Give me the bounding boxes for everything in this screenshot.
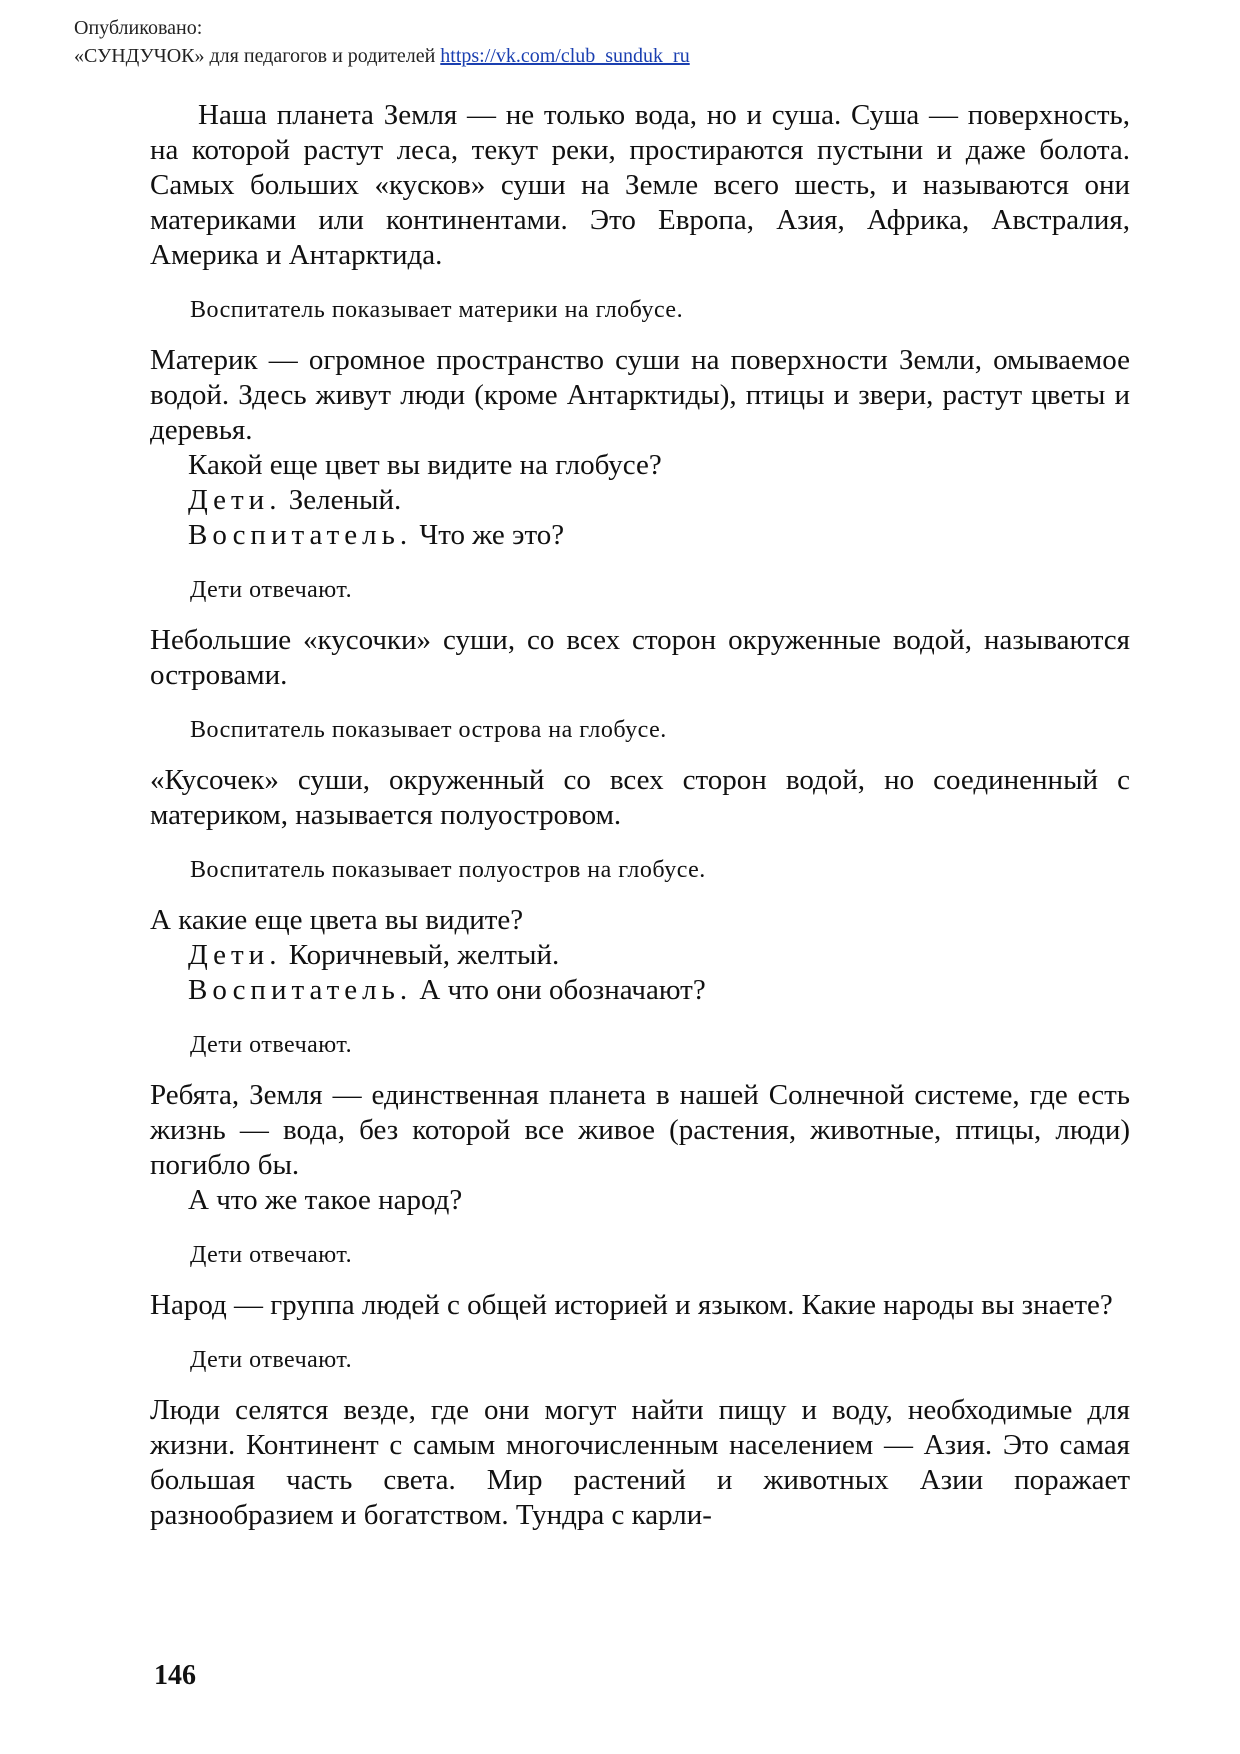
dialogue-line-4 — [188, 973, 1130, 1008]
stage-remark-4: Воспитатель показывает полуостров на глобусе. — [190, 857, 706, 883]
paragraph-7: Народ — группа людей с общей историей и языком. Какие народы вы знаете? — [150, 1289, 1113, 1321]
paragraph-4: «Кусочек» суши, окруженный со всех сторон водой, но соединенный с материком, называется полуостровом. — [150, 764, 1130, 831]
speaker-teacher: Воспитатель. — [188, 974, 413, 1006]
stage-remark-5: Дети отвечают. — [190, 1032, 353, 1058]
paragraph-5: А какие еще цвета вы видите? — [150, 904, 524, 936]
stage-remark-2: Дети отвечают. — [190, 577, 353, 603]
stage-remark-1: Воспитатель показывает материки на глобусе. — [190, 297, 684, 323]
stage-remark-6: Дети отвечают. — [190, 1242, 353, 1268]
speaker-children: Дети. — [188, 939, 282, 971]
header-published-label: Опубликовано: — [74, 17, 203, 39]
dialogue-text-1: Зеленый. — [288, 484, 402, 516]
dialogue-line-3 — [188, 938, 1130, 973]
paragraph-3: Небольшие «кусочки» суши, со всех сторон окруженные водой, называются островами. — [150, 624, 1130, 691]
dialogue-text-2: Что же это? — [419, 519, 565, 551]
paragraph-2: Материк — огромное пространство суши на поверхности Земли, омываемое водой. Здесь живут люди (кроме Антарктиды), птицы и звери, растут цветы и деревья. — [150, 344, 1130, 446]
paragraph-6: Ребята, Земля — единственная планета в нашей Солнечной системе, где есть жизнь — вода, без которой все живое (растения, животные, птицы, люди) погибло бы. — [150, 1079, 1130, 1181]
speaker-teacher: Воспитатель. — [188, 519, 413, 551]
header-source-link[interactable]: https://vk.com/club_sunduk_ru — [440, 45, 690, 67]
page-number: 146 — [154, 1660, 196, 1691]
dialogue-text-4: А что они обозначают? — [419, 974, 706, 1006]
page-content — [150, 98, 1130, 1533]
stage-remark-7: Дети отвечают. — [190, 1347, 353, 1373]
paragraph-1: Наша планета Земля — не только вода, но и суша. Суша — поверхность, на которой растут леса, текут реки, простираются пустыни и даже болота. Самых больших «кусков» суши на Земле всего шесть, и называются они материками или континентами. Это Европа, Азия, Африка, Австралия, Америка и Антарктида. — [150, 99, 1130, 271]
header-source-line — [74, 42, 690, 70]
header-source-name: «СУНДУЧОК» для педагогов и родителей — [74, 45, 436, 67]
stage-remark-3: Воспитатель показывает острова на глобусе. — [190, 717, 667, 743]
dialogue-line-1 — [188, 483, 1130, 518]
speaker-children: Дети. — [188, 484, 282, 516]
teacher-question-2: А что же такое народ? — [188, 1184, 463, 1216]
dialogue-text-3: Коричневый, желтый. — [288, 939, 560, 971]
paragraph-8: Люди селятся везде, где они могут найти пищу и воду, необходимые для жизни. Континент с самым многочисленным населением — Азия. Это самая большая часть света. Мир растений и животных Азии поражает разнообразием и богатством. Тундра с карли- — [150, 1394, 1130, 1531]
teacher-question-1: Какой еще цвет вы видите на глобусе? — [188, 449, 662, 481]
dialogue-line-2 — [188, 518, 1130, 553]
publication-header — [74, 14, 690, 70]
